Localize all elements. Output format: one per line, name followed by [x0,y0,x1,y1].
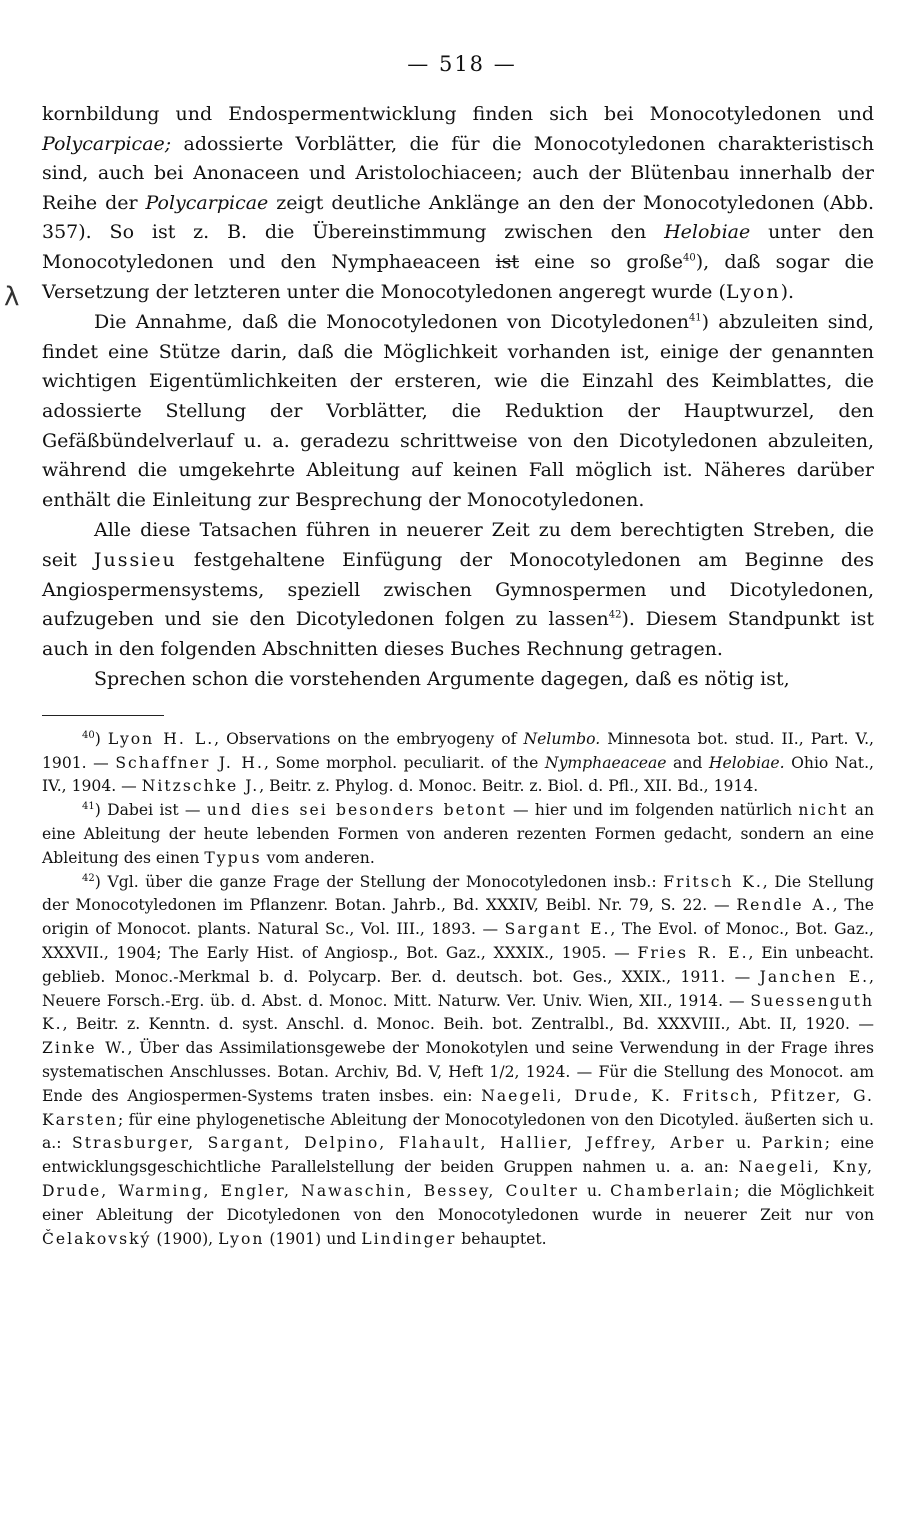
text-segment: , Ein unbeacht. geblieb. Monoc.-Merkmal b. d. Polycarp. Ber. d. deutsch. bot. Ges., XXIX., 1911. — [42,944,874,986]
text-segment: ) abzuleiten sind, findet eine Stütze darin, daß die Möglichkeit vorhanden ist, einige der genannten wichtigen Eigentümlichkeiten der ersteren, wie die Einzahl des Keimblattes, die adossierte Stellung der Vorblätter, die Reduktion der Hauptwurzel, den Gefäßbündelverlauf u. a. geradezu schrittweise von den Dicotyledonen abzuleiten, während die umgekehrte Ableitung auf keinen Fall möglich ist. Näheres darüber enthält die Einleitung zur Besprechung der Monocotyledonen. [42,311,874,511]
paragraph [42,308,874,515]
text-segment: Die Annahme, daß die Monocotyledonen von Dicotyledonen [94,311,689,334]
paragraph [42,516,874,664]
text-segment: , Über das Assimilationsgewebe der Monokotylen und seine Verwendung in der Frage ihres systematischen Anschlusses. Botan. Archiv, Bd. V, Heft 1/2, 1924. — Für die Stellung des Monocot. am Ende des Angiospermen-Systems traten insbes. ein: [42,1039,874,1105]
text-segment: festgehaltene Einfügung der Monocotyledonen am Beginne des Angiospermensystems, speziell zwischen Gymnospermen und Dicotyledonen, aufzugeben und sie den Dicotyledonen folgen zu lassen [42,548,874,631]
text-segment: adossierte Vorblätter, die für die Monocotyledonen charakteristisch sind, auch bei Anonaceen und Aristolochiaceen; auch der Blütenbau innerhalb der Reihe der [42,132,874,214]
text-segment: behauptet. [456,1229,547,1248]
text-segment: ) [94,729,108,748]
text-segment: Alle diese Tatsachen führen in neuerer Zeit zu dem berechtigten Streben, die seit [42,519,874,571]
text-segment: Strasburger, Sargant, Delpino, Flahault, Hallier, Jeffrey, Arber [72,1134,726,1153]
text-segment: Lyon [725,280,781,303]
footnotes [42,728,874,1252]
text-segment: an eine Ableitung der heute lebenden Formen von anderen rezenten Formen gedacht, sondern an eine Ableitung des einen [42,801,874,867]
footnote [42,728,874,799]
page-number: — 518 — [407,52,517,76]
text-segment: Čelakovský [42,1229,152,1248]
text-segment: (1901) und [264,1229,362,1248]
text-segment: Helobiae. [708,753,785,772]
text-segment: Typus [204,848,262,867]
text-segment: ; die Möglichkeit einer Ableitung der Dicotyledonen von den Monocotyledonen wurde in neuerer Zeit nur von [42,1182,874,1224]
text-segment: Lindinger [361,1229,457,1248]
text-segment: eine so große [518,250,683,273]
footnote [42,799,874,870]
text-segment: Jussieu [93,548,177,571]
margin-mark: λ [4,282,20,312]
text-segment: Lyon [218,1229,265,1248]
text-segment: Helobiae [664,221,751,244]
text-segment: , Some morphol. peculiarit. of the [264,753,545,772]
footnote-ref: 41 [688,312,702,324]
main-text [42,100,874,695]
text-segment: Zinke W. [42,1039,128,1058]
text-segment: Fritsch K. [663,872,763,891]
footnote-ref: 42 [608,609,622,621]
footnote-ref: 42 [82,872,95,884]
text-segment: Janchen E. [759,967,870,986]
text-segment: Parkin [761,1134,825,1153]
text-segment: ist [495,250,519,273]
text-segment: ; für eine phylogenetische Ableitung der Monocotyledonen von den Dicotyled. äußerten sich u. a.: [42,1110,874,1153]
text-segment: Ohio Nat., IV., 1904. — [42,753,874,796]
text-segment: Sprechen schon die vorstehenden Argumente dagegen, daß es nötig ist, [94,668,790,691]
text-segment: u. [578,1182,611,1201]
text-segment: Sargant E. [504,920,611,939]
footnote [42,871,874,1252]
text-segment: , Beitr. z. Phylog. d. Monoc. Beitr. z. Biol. d. Pfl., XII. Bd., 1914. [259,777,759,796]
text-segment: und dies sei besonders betont [206,801,507,820]
text-segment: Polycarpicae [145,191,269,214]
text-segment: Rendle A. [736,896,833,915]
text-segment: Minnesota bot. stud. II., Part. V., 1901. — [42,729,874,772]
text-segment: Nymphaeaceae [544,753,667,772]
footnote-rule [42,715,164,716]
text-segment: unter den Monocotyledonen und den Nymphaeaceen [42,221,874,273]
text-segment: , Neuere Forsch.-Erg. üb. d. Abst. d. Monoc. Mitt. Naturw. Ver. Univ. Wien, XII., 1914. — [42,967,875,1010]
text-segment: ), daß sogar die Versetzung der letzteren unter die Monocotyledonen angeregt wurde ( [42,250,875,303]
text-segment: Naegeli, Kny, Drude, Warming, Engler, Nawaschin, Bessey, Coulter [42,1158,875,1201]
text-segment: zeigt deutliche Anklänge an den der Monocotyledonen (Abb. 357). So ist z. B. die Übereinstimmung zwischen den [42,191,874,244]
text-segment: (1900), [151,1229,219,1248]
text-segment: Polycarpicae; [42,132,172,155]
text-segment: Naegeli, Drude, K. Fritsch, Pfitzer, G. Karsten [42,1086,874,1129]
footnote-ref: 41 [82,801,95,813]
text-segment: Schaffner J. H. [115,753,264,772]
text-segment: , The Evol. of Monoc., Bot. Gaz., XXXVII., 1904; The Early Hist. of Angiosp., Bot. Gaz., XXXIX., 1905. — [42,920,874,963]
text-segment: vom anderen. [261,848,375,867]
text-segment: — hier und im folgenden natürlich [506,801,799,820]
text-segment: ) Vgl. über die ganze Frage der Stellung der Monocotyledonen insb.: [94,872,664,891]
text-segment: Nitzschke J. [141,777,260,796]
text-segment: ). Diesem Standpunkt ist auch in den folgenden Abschnitten dieses Buches Rechnung getragen. [42,608,875,660]
paragraph [42,665,874,695]
footnote-ref: 40 [82,729,95,741]
text-segment: Nelumbo. [523,729,601,748]
text-segment: , Beitr. z. Kenntn. d. syst. Anschl. d. Monoc. Beih. bot. Zentralbl., Bd. XXXVIII., Abt. II, 1920. — [62,1015,874,1034]
text-segment: ) Dabei ist — [94,801,207,820]
text-segment: , The origin of Monocot. plants. Natural Sc., Vol. III., 1893. — [42,896,875,939]
text-segment: ). [780,280,795,303]
text-segment: Fries R. E. [637,944,749,963]
text-segment: Suessenguth K. [42,991,874,1034]
text-segment: kornbildung und Endospermentwicklung finden sich bei Monocotyledonen und [42,103,874,125]
text-segment: Chamberlain [610,1182,735,1201]
text-segment: Lyon H. L. [107,729,215,748]
text-segment: u. [725,1134,762,1153]
text-segment: , Observations on the embryogeny of [214,729,524,748]
text-segment: nicht [798,801,849,820]
paragraph [42,100,874,307]
text-segment: and [666,753,709,772]
text-segment: ; eine entwicklungsgeschichtliche Parallelstellung der beiden Gruppen nahmen u. a. an: [42,1134,874,1177]
text-segment: , Die Stellung der Monocotyledonen im Pflanzenr. Botan. Jahrb., Bd. XXXIV, Beibl. Nr. 79, S. 22. — [42,872,874,915]
footnote-ref: 40 [683,252,696,264]
book-page [4,52,875,1251]
